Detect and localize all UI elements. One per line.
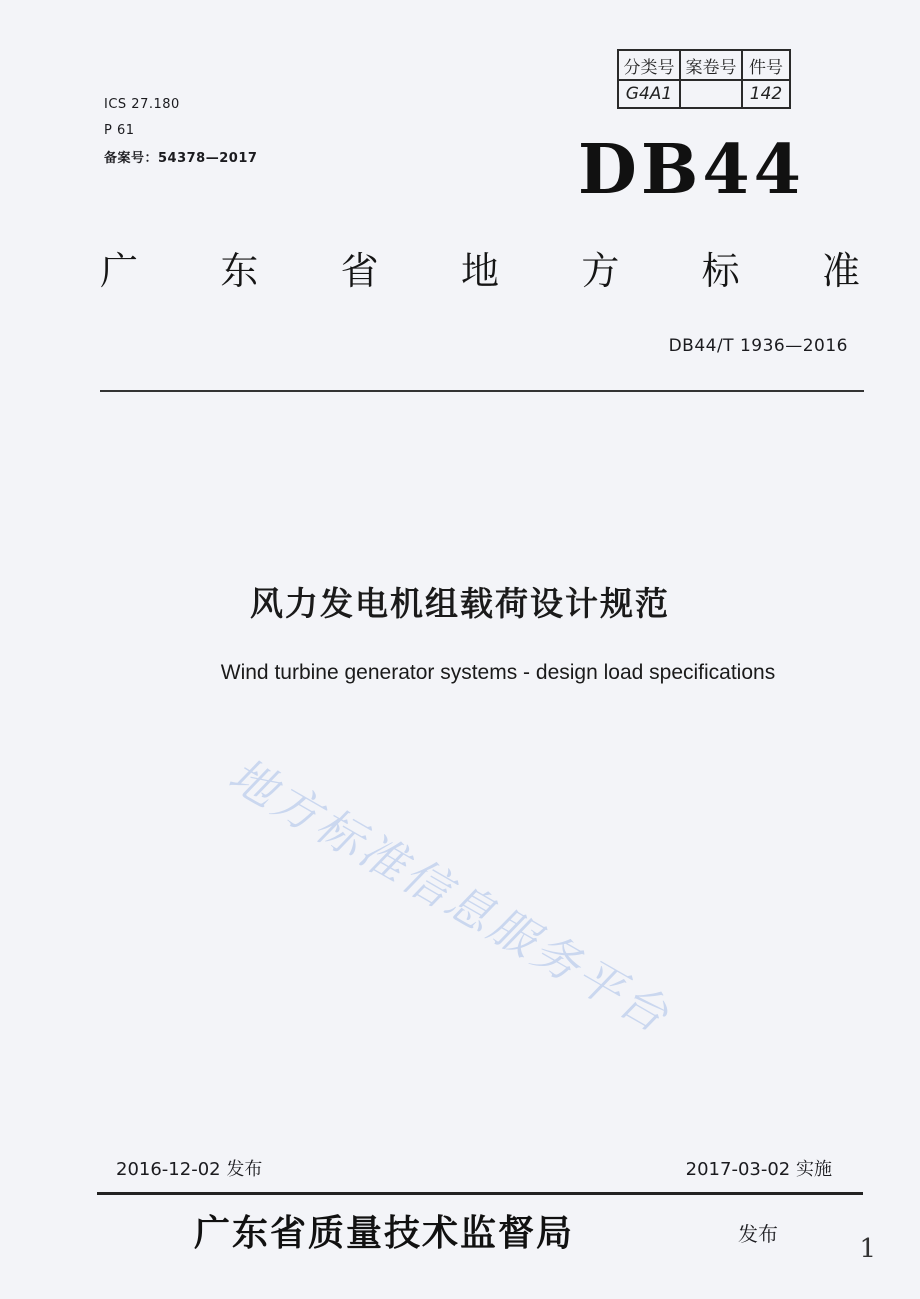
implement-date: 2017-03-02 实施 bbox=[685, 1159, 832, 1180]
issue-date: 2016-12-02 发布 bbox=[116, 1159, 263, 1180]
standard-type-char: 省 bbox=[340, 249, 379, 293]
standard-type-char: 准 bbox=[821, 249, 860, 293]
ics-code: ICS 27.180 bbox=[104, 97, 180, 112]
stamp-header-file: 案卷号 bbox=[680, 50, 742, 80]
publish-label: 发布 bbox=[738, 1222, 778, 1246]
stamp-value-item: 142 bbox=[742, 80, 790, 108]
archive-stamp bbox=[617, 49, 791, 109]
watermark: 地方标准信息服务平台 bbox=[220, 747, 681, 1044]
standard-type-char: 广 bbox=[100, 249, 139, 293]
standard-type-char: 东 bbox=[220, 249, 259, 293]
record-number: 备案号：54378—2017 bbox=[104, 151, 258, 166]
publisher: 广东省质量技术监督局 bbox=[194, 1212, 575, 1254]
db-code: DB44 bbox=[577, 130, 805, 210]
p-code: P 61 bbox=[104, 123, 135, 138]
stamp-header-classification: 分类号 bbox=[618, 50, 680, 80]
standard-type-char: 地 bbox=[460, 249, 499, 293]
standard-type bbox=[100, 240, 860, 295]
page-number: 1 bbox=[859, 1234, 876, 1264]
standard-type-char: 标 bbox=[701, 249, 740, 293]
stamp-value-classification: G4A1 bbox=[618, 80, 680, 108]
stamp-value-file bbox=[680, 80, 742, 108]
standard-number: DB44/T 1936—2016 bbox=[668, 336, 848, 356]
title-english: Wind turbine generator systems - design load specifications bbox=[220, 661, 776, 684]
stamp-header-item: 件号 bbox=[742, 50, 790, 80]
standard-type-char: 方 bbox=[581, 249, 620, 293]
title-chinese: 风力发电机组载荷设计规范 bbox=[250, 584, 670, 623]
bottom-divider bbox=[97, 1192, 863, 1195]
top-divider bbox=[100, 390, 864, 392]
